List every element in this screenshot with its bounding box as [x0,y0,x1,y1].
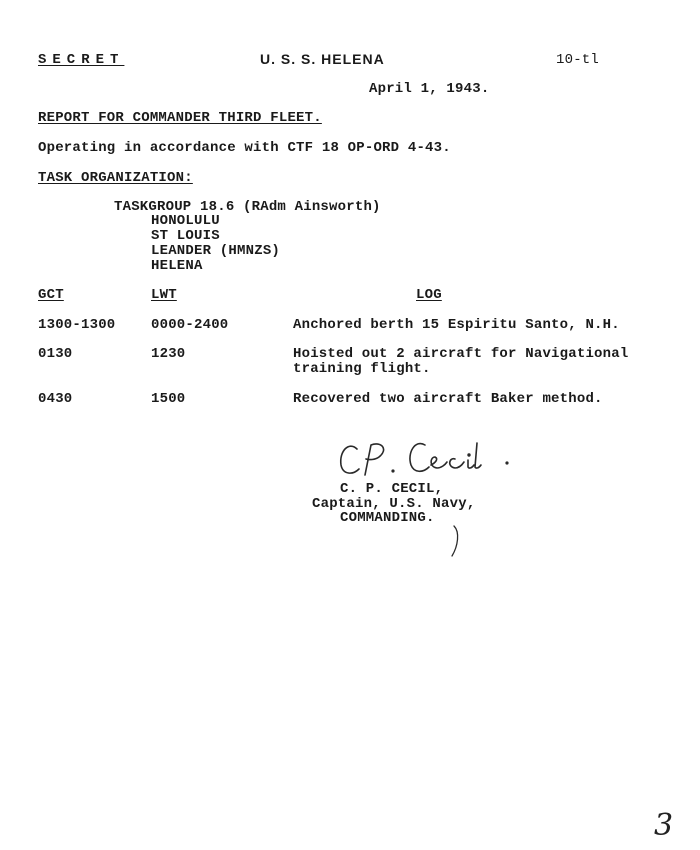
log-row-entry: Recovered two aircraft Baker method. [293,391,603,407]
page-number: 3 [654,808,674,843]
log-row-gct: 1300-1300 [38,317,116,333]
ship-list-item: ST LOUIS [151,228,220,244]
ship-name: U. S. S. HELENA [260,51,385,67]
signatory-role: COMMANDING. [340,510,435,526]
ship-list-item: LEANDER (HMNZS) [151,243,281,259]
operating-statement: Operating in accordance with CTF 18 OP-ORD 4-43. [38,140,451,156]
log-row-lwt: 1500 [151,391,186,407]
log-row-entry-continued: training flight. [293,361,431,377]
log-row-lwt: 0000-2400 [151,317,229,333]
column-header-log: LOG [416,287,442,303]
signatory-rank: Captain, U.S. Navy, [312,496,476,512]
log-row-entry: Anchored berth 15 Espiritu Santo, N.H. [293,317,620,333]
task-organization-heading: TASK ORGANIZATION: [38,170,193,186]
log-row-gct: 0430 [38,391,73,407]
report-date: April 1, 1943. [369,81,490,97]
column-header-gct: GCT [38,287,64,303]
report-title: REPORT FOR COMMANDER THIRD FLEET. [38,110,322,126]
ship-list-item: HONOLULU [151,213,220,229]
log-row-gct: 0130 [38,346,73,362]
column-header-lwt: LWT [151,287,177,303]
handwritten-signature [335,435,525,485]
pen-mark [446,522,466,562]
log-row-lwt: 1230 [151,346,186,362]
classification-mark: SECRET [38,52,125,68]
ship-list-item: HELENA [151,258,203,274]
task-group: TASKGROUP 18.6 (RAdm Ainsworth) [114,199,381,215]
document-reference: 10-tl [556,52,600,68]
signatory-name: C. P. CECIL, [340,481,444,497]
log-row-entry: Hoisted out 2 aircraft for Navigational [293,346,629,362]
